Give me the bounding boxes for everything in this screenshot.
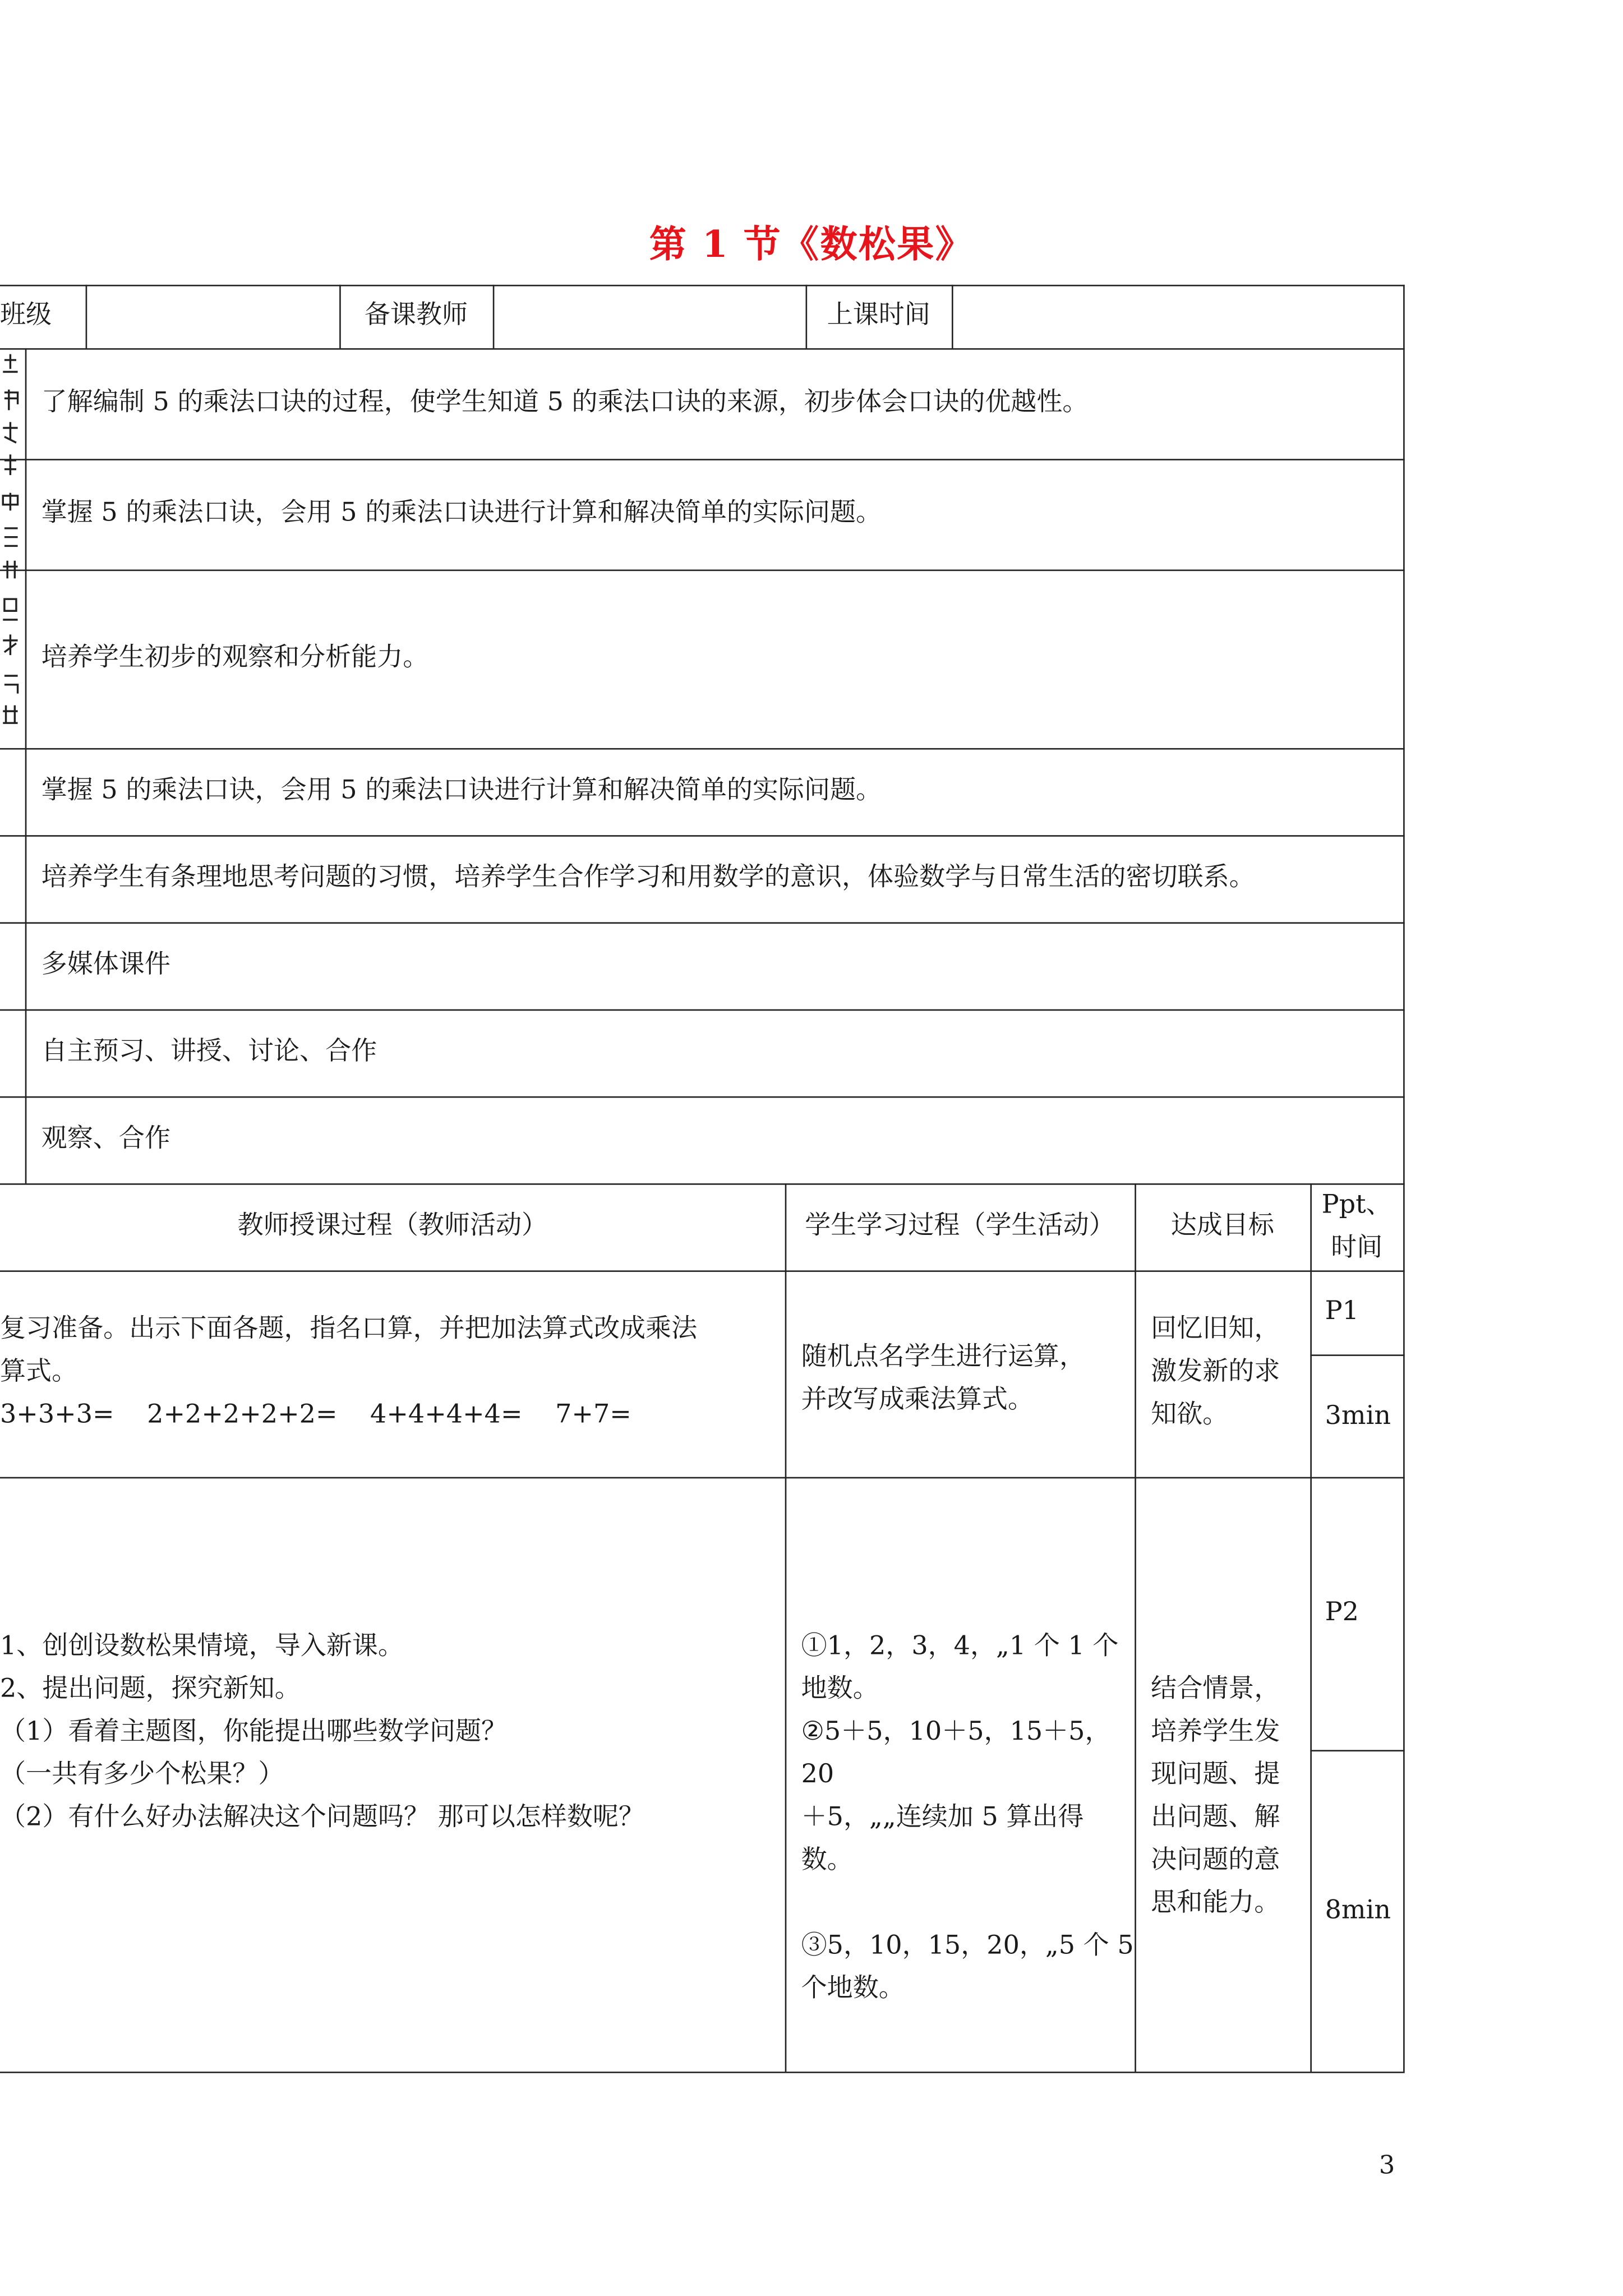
row-divider [0, 748, 1405, 750]
teacher-activity-2: 1、创创设数松果情境，导入新课。 2、提出问题，探究新知。 （1）看着主题图，你能提出哪些数学问题？ （一共有多少个松果？） （2）有什么好办法解决这个问题吗？ 那可以怎样数呢？ [0, 1631, 644, 1833]
vertical-labels-fragment [0, 351, 24, 746]
row-divider [0, 1270, 1405, 1272]
table-bottom-border [0, 2072, 1405, 2073]
col-divider [952, 285, 953, 348]
student-activity-2: ①1，2，3，4，„1 个 1 个 地数。 ②5＋5，10＋5，15＋5，20 ＋5，„„连续加 5 算出得数。 ③5，10，15，20，„5 个 5 个地数。 [801, 1631, 1134, 2004]
page-number: 3 [1378, 2151, 1395, 2181]
row-divider [0, 835, 1405, 837]
objective-ability: 培养学生初步的观察和分析能力。 [41, 643, 429, 673]
col-divider [86, 285, 87, 348]
row-divider [0, 1096, 1405, 1098]
col-divider [1310, 1183, 1312, 2072]
ppt-time-divider [1310, 1750, 1404, 1751]
col-divider [1135, 1183, 1136, 2072]
table-top-border [0, 285, 1405, 287]
ppt-time-header: Ppt、 时间 [1321, 1191, 1392, 1264]
row-divider [0, 348, 1405, 350]
emotion-objective: 培养学生有条理地思考问题的习惯，培养学生合作学习和用数学的意识，体验数学与日常生活的密切联系。 [41, 863, 1255, 893]
col-divider [493, 285, 495, 348]
row-divider [0, 922, 1405, 924]
ppt-time-divider [1310, 1354, 1404, 1356]
learning-method: 观察、合作 [41, 1124, 170, 1154]
goal-2: 结合情景， 培养学生发 现问题、提 出问题、解 决问题的意 思和能力。 [1151, 1675, 1280, 1919]
goal-1: 回忆旧知， 激发新的求 知欲。 [1151, 1315, 1280, 1430]
row-divider [0, 570, 1405, 571]
teaching-key-point: 掌握 5 的乘法口诀，会用 5 的乘法口诀进行计算和解决简单的实际问题。 [41, 776, 882, 806]
page-title: 第 1 节《数松果》 [649, 223, 974, 266]
teaching-media: 多媒体课件 [41, 950, 170, 980]
teacher-label: 备课教师 [364, 301, 468, 331]
table-right-border [1403, 1183, 1405, 2072]
row-divider [0, 1477, 1405, 1479]
class-label: 班级 [0, 301, 52, 331]
ppt-2: P2 [1325, 1598, 1359, 1628]
row-divider [0, 1183, 1405, 1185]
teacher-activity-1: 复习准备。出示下面各题，指名口算，并把加法算式改成乘法 算式。 3+3+3= 2+2+2+2+2= 4+4+4+4= 7+7= [0, 1315, 698, 1430]
goal-header: 达成目标 [1170, 1211, 1274, 1241]
student-activity-1: 随机点名学生进行运算， 并改写成乘法算式。 [801, 1343, 1086, 1416]
label-column-divider [25, 348, 27, 1183]
time-2: 8min [1325, 1896, 1391, 1926]
teacher-activity-header: 教师授课过程（教师活动） [237, 1211, 548, 1241]
objective-skill: 掌握 5 的乘法口诀，会用 5 的乘法口诀进行计算和解决简单的实际问题。 [41, 499, 882, 528]
teaching-method: 自主预习、讲授、讨论、合作 [41, 1037, 377, 1067]
table-right-border [1403, 285, 1405, 1183]
student-activity-header: 学生学习过程（学生活动） [805, 1211, 1115, 1241]
col-divider [785, 1183, 787, 2072]
time-label: 上课时间 [827, 301, 930, 331]
ppt-1: P1 [1325, 1297, 1359, 1327]
objective-knowledge: 了解编制 5 的乘法口诀的过程，使学生知道 5 的乘法口诀的来源，初步体会口诀的优越性。 [41, 388, 1089, 418]
time-1: 3min [1325, 1401, 1391, 1432]
row-divider [0, 1009, 1405, 1011]
row-divider [0, 459, 1405, 460]
